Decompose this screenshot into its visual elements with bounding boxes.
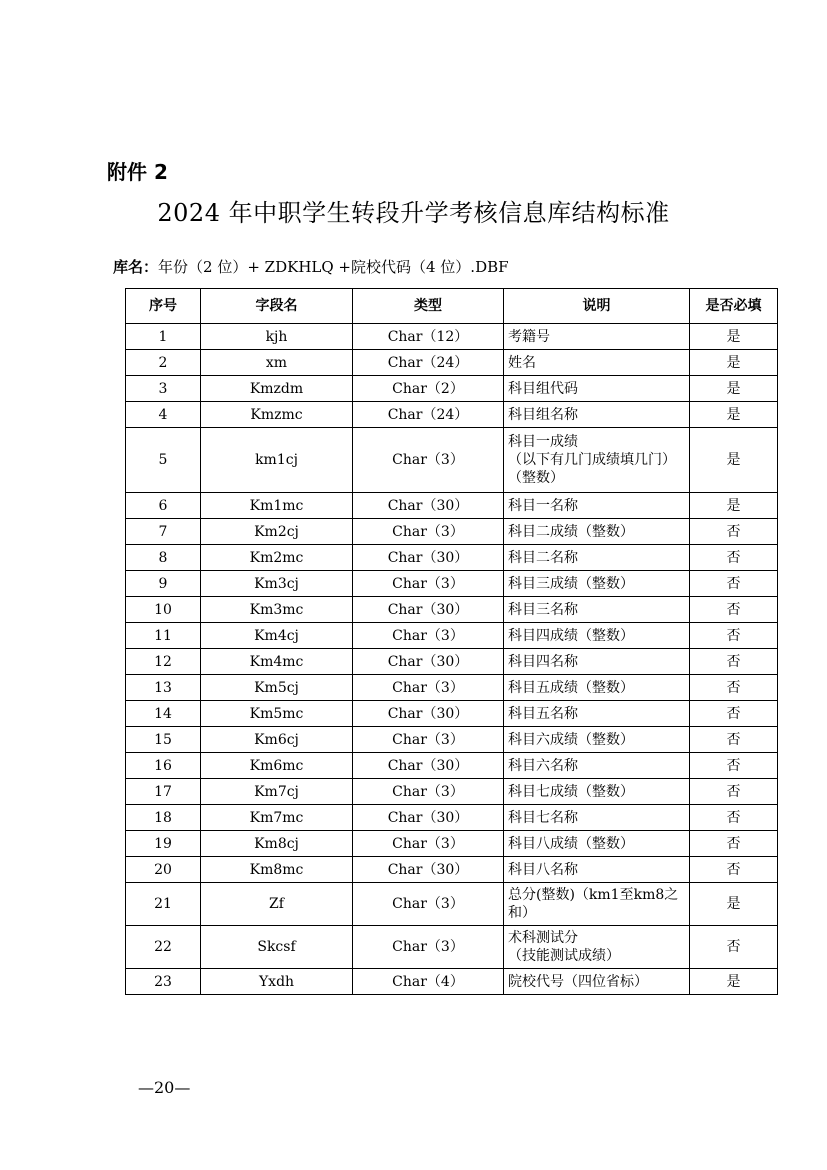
cell-description — [504, 519, 690, 545]
cell-field-name: Km4mc — [201, 649, 353, 675]
cell-required: 是 — [690, 324, 778, 350]
cell-description — [504, 350, 690, 376]
description-text: 科目一成绩 — [508, 434, 578, 450]
cell-field-name: Km7mc — [201, 805, 353, 831]
description-text: 科目三成绩（整数） — [508, 575, 634, 592]
cell-field-name: Km5mc — [201, 701, 353, 727]
description-text: 科目八成绩（整数） — [508, 835, 634, 852]
cell-field-name: Km2cj — [201, 519, 353, 545]
description-text: 科目组名称 — [508, 406, 578, 423]
header-description: 说明 — [504, 289, 690, 324]
cell-field-name: Km6cj — [201, 727, 353, 753]
description-text: 科目六成绩（整数） — [508, 731, 634, 748]
cell-type: Char（30） — [353, 649, 504, 675]
cell-field-name: Zf — [201, 883, 353, 926]
cell-no: 21 — [126, 883, 201, 926]
cell-type: Char（3） — [353, 623, 504, 649]
cell-required: 否 — [690, 805, 778, 831]
cell-field-name: Km5cj — [201, 675, 353, 701]
table-row — [126, 493, 778, 519]
table-row — [126, 926, 778, 969]
description-note: （以下有几门成绩填几门）（整数） — [508, 452, 676, 486]
cell-required: 是 — [690, 402, 778, 428]
cell-type: Char（3） — [353, 883, 504, 926]
cell-type: Char（12） — [353, 324, 504, 350]
description-text: 姓名 — [508, 354, 536, 371]
cell-no: 20 — [126, 857, 201, 883]
table-row — [126, 402, 778, 428]
description-text: 科目三名称 — [508, 601, 578, 618]
table-row — [126, 805, 778, 831]
cell-type: Char（3） — [353, 831, 504, 857]
cell-required: 否 — [690, 779, 778, 805]
cell-type: Char（30） — [353, 545, 504, 571]
database-name-line — [113, 256, 509, 277]
description-text: 术科测试分 — [508, 930, 578, 946]
cell-required: 否 — [690, 675, 778, 701]
table-row — [126, 545, 778, 571]
cell-required: 是 — [690, 428, 778, 493]
cell-field-name: Kmzmc — [201, 402, 353, 428]
cell-no: 19 — [126, 831, 201, 857]
cell-description — [504, 545, 690, 571]
cell-type: Char（3） — [353, 675, 504, 701]
cell-required: 是 — [690, 883, 778, 926]
cell-type: Char（30） — [353, 701, 504, 727]
cell-no: 14 — [126, 701, 201, 727]
cell-description — [504, 402, 690, 428]
cell-required: 否 — [690, 926, 778, 969]
cell-field-name: Km1mc — [201, 493, 353, 519]
cell-required: 否 — [690, 545, 778, 571]
cell-type: Char（30） — [353, 597, 504, 623]
cell-required: 否 — [690, 597, 778, 623]
cell-no: 11 — [126, 623, 201, 649]
cell-description — [504, 857, 690, 883]
cell-type: Char（2） — [353, 376, 504, 402]
cell-type: Char（3） — [353, 428, 504, 493]
cell-required: 是 — [690, 350, 778, 376]
cell-required: 否 — [690, 753, 778, 779]
cell-field-name: Km8cj — [201, 831, 353, 857]
cell-required: 否 — [690, 649, 778, 675]
header-no: 序号 — [126, 289, 201, 324]
cell-description — [504, 597, 690, 623]
cell-field-name: Km7cj — [201, 779, 353, 805]
cell-field-name: Yxdh — [201, 969, 353, 995]
table-row — [126, 623, 778, 649]
cell-description — [504, 969, 690, 995]
cell-required: 是 — [690, 969, 778, 995]
cell-description — [504, 701, 690, 727]
cell-description — [504, 623, 690, 649]
table-row — [126, 883, 778, 926]
cell-description — [504, 727, 690, 753]
table-row — [126, 753, 778, 779]
cell-type: Char（30） — [353, 857, 504, 883]
header-type: 类型 — [353, 289, 504, 324]
table-row — [126, 779, 778, 805]
cell-description — [504, 649, 690, 675]
cell-type: Char（24） — [353, 402, 504, 428]
cell-type: Char（4） — [353, 969, 504, 995]
cell-field-name: Km4cj — [201, 623, 353, 649]
header-field-name: 字段名 — [201, 289, 353, 324]
table-row — [126, 701, 778, 727]
cell-no: 7 — [126, 519, 201, 545]
cell-no: 18 — [126, 805, 201, 831]
cell-no: 8 — [126, 545, 201, 571]
cell-type: Char（3） — [353, 727, 504, 753]
cell-description — [504, 675, 690, 701]
cell-description — [504, 571, 690, 597]
cell-required: 否 — [690, 571, 778, 597]
description-text: 科目五名称 — [508, 705, 578, 722]
cell-no: 12 — [126, 649, 201, 675]
table-row — [126, 675, 778, 701]
cell-required: 否 — [690, 727, 778, 753]
cell-description — [504, 805, 690, 831]
cell-required: 是 — [690, 376, 778, 402]
cell-description — [504, 376, 690, 402]
cell-type: Char（3） — [353, 519, 504, 545]
cell-required: 否 — [690, 831, 778, 857]
cell-field-name: xm — [201, 350, 353, 376]
description-text: 科目七成绩（整数） — [508, 783, 634, 800]
cell-type: Char（30） — [353, 805, 504, 831]
table-row — [126, 519, 778, 545]
description-text: 科目组代码 — [508, 380, 578, 397]
description-text: 科目八名称 — [508, 861, 578, 878]
cell-no: 16 — [126, 753, 201, 779]
cell-no: 9 — [126, 571, 201, 597]
cell-description — [504, 779, 690, 805]
cell-type: Char（3） — [353, 926, 504, 969]
table-header-row — [126, 289, 778, 324]
description-text: 科目四名称 — [508, 653, 578, 670]
cell-required: 否 — [690, 701, 778, 727]
description-text: 科目二名称 — [508, 549, 578, 566]
cell-no: 22 — [126, 926, 201, 969]
cell-no: 2 — [126, 350, 201, 376]
cell-field-name: Kmzdm — [201, 376, 353, 402]
field-structure-table — [125, 288, 778, 995]
table-row — [126, 727, 778, 753]
cell-field-name: km1cj — [201, 428, 353, 493]
attachment-label: 附件 2 — [107, 160, 168, 184]
cell-required: 否 — [690, 623, 778, 649]
description-text: 考籍号 — [508, 328, 550, 345]
cell-required: 否 — [690, 519, 778, 545]
database-name-label: 库名： — [113, 258, 159, 276]
cell-no: 23 — [126, 969, 201, 995]
cell-description — [504, 831, 690, 857]
description-text: 科目二成绩（整数） — [508, 523, 634, 540]
cell-required: 是 — [690, 493, 778, 519]
document-title: 2024 年中职学生转段升学考核信息库结构标准 — [157, 199, 670, 227]
table-row — [126, 649, 778, 675]
description-text: 院校代号（四位省标） — [508, 973, 648, 990]
cell-field-name: Km3cj — [201, 571, 353, 597]
table-row — [126, 350, 778, 376]
cell-no: 17 — [126, 779, 201, 805]
description-text: 科目七名称 — [508, 809, 578, 826]
cell-type: Char（30） — [353, 493, 504, 519]
cell-description — [504, 428, 690, 493]
cell-field-name: Skcsf — [201, 926, 353, 969]
description-text: 总分(整数)（km1至km8之和） — [508, 887, 679, 921]
cell-description — [504, 493, 690, 519]
database-name-value: 年份（2 位）+ ZDKHLQ +院校代码（4 位）.DBF — [158, 258, 509, 276]
cell-type: Char（3） — [353, 779, 504, 805]
description-note: （技能测试成绩） — [508, 948, 620, 964]
cell-type: Char（24） — [353, 350, 504, 376]
cell-type: Char（3） — [353, 571, 504, 597]
cell-description — [504, 324, 690, 350]
table-row — [126, 597, 778, 623]
cell-field-name: Km3mc — [201, 597, 353, 623]
description-text: 科目五成绩（整数） — [508, 679, 634, 696]
cell-required: 否 — [690, 857, 778, 883]
description-text: 科目一名称 — [508, 497, 578, 514]
cell-type: Char（30） — [353, 753, 504, 779]
table-row — [126, 969, 778, 995]
cell-no: 15 — [126, 727, 201, 753]
cell-description — [504, 926, 690, 969]
header-required: 是否必填 — [690, 289, 778, 324]
cell-field-name: Km2mc — [201, 545, 353, 571]
description-text: 科目六名称 — [508, 757, 578, 774]
table-row — [126, 324, 778, 350]
table-row — [126, 376, 778, 402]
table-row — [126, 831, 778, 857]
cell-no: 1 — [126, 324, 201, 350]
table-row — [126, 571, 778, 597]
table-body — [126, 324, 778, 995]
cell-field-name: kjh — [201, 324, 353, 350]
table-row — [126, 857, 778, 883]
table-row — [126, 428, 778, 493]
cell-field-name: Km8mc — [201, 857, 353, 883]
cell-no: 4 — [126, 402, 201, 428]
cell-no: 6 — [126, 493, 201, 519]
page-number: —20— — [138, 1078, 191, 1097]
description-text: 科目四成绩（整数） — [508, 627, 634, 644]
cell-field-name: Km6mc — [201, 753, 353, 779]
cell-description — [504, 883, 690, 926]
cell-no: 10 — [126, 597, 201, 623]
cell-no: 5 — [126, 428, 201, 493]
cell-description — [504, 753, 690, 779]
cell-no: 13 — [126, 675, 201, 701]
cell-no: 3 — [126, 376, 201, 402]
